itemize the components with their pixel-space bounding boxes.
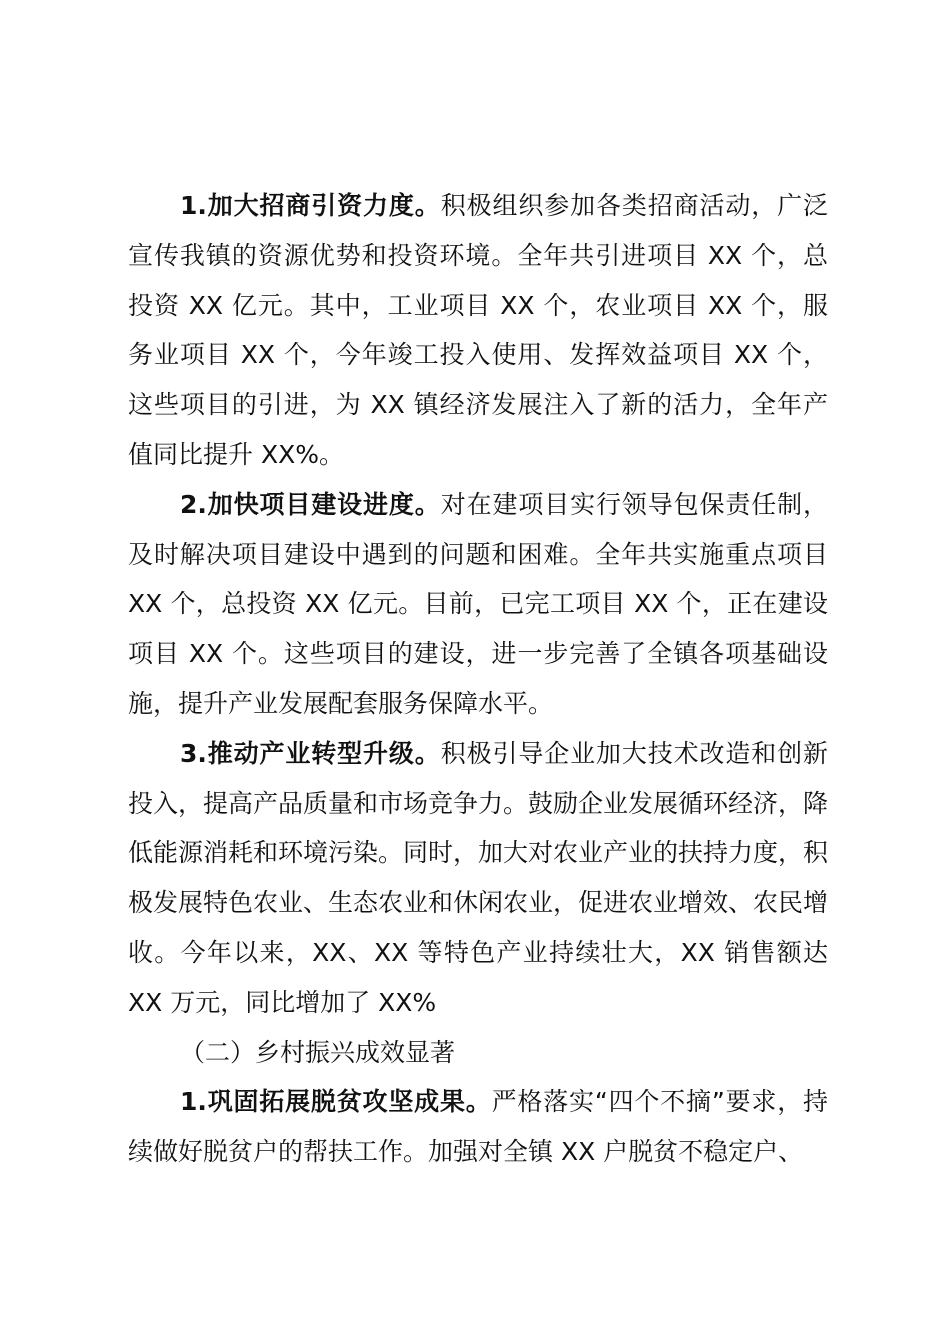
paragraph-lead: 1.巩固拓展脱贫攻坚成果。 <box>180 1087 492 1117</box>
section-heading: （二）乡村振兴成效显著 <box>180 1037 456 1067</box>
paragraph-lead: 1.加大招商引资力度。 <box>180 191 441 220</box>
paragraph-text: 对在建项目实行领导包保责任制，及时解决项目建设中遇到的问题和困难。全年共实施重点项目 XX 个，总投资 XX 亿元。目前，已完工项目 XX 个，正在建设项目 XX 个。这些项目的建设，进一步完善了全镇各项基础设施，提升产业发展配套服务保障水平。 <box>128 489 828 718</box>
paragraph-poverty-alleviation <box>128 1077 828 1177</box>
paragraph-investment <box>128 181 828 480</box>
paragraph-industry-upgrade <box>128 729 828 1028</box>
paragraph-project-construction <box>128 480 828 729</box>
paragraph-text: 积极引导企业加大技术改造和创新投入，提高产品质量和市场竞争力。鼓励企业发展循环经济，降低能源消耗和环境污染。同时，加大对农业产业的扶持力度，积极发展特色农业、生态农业和休闲农业，促进农业增效、农民增收。今年以来，XX、XX 等特色产业持续壮大，XX 销售额达 XX 万元，同比增加了 XX% <box>128 738 829 1017</box>
paragraph-lead: 2.加快项目建设进度。 <box>180 489 441 519</box>
paragraph-text: 积极组织参加各类招商活动，广泛宣传我镇的资源优势和投资环境。全年共引进项目 XX 个，总投资 XX 亿元。其中，工业项目 XX 个，农业项目 XX 个，服务业项目 XX 个，今年竣工投入使用、发挥效益项目 XX 个，这些项目的引进，为 XX 镇经济发展注入了新的活力，全年产值同比提升 XX%。 <box>128 191 828 469</box>
document-body <box>128 181 828 1177</box>
paragraph-lead: 3.推动产业转型升级。 <box>180 738 441 768</box>
paragraph-text: 严格落实“四个不摘”要求，持续做好脱贫户的帮扶工作。加强对全镇 XX 户脱贫不稳定户、 <box>128 1087 828 1167</box>
